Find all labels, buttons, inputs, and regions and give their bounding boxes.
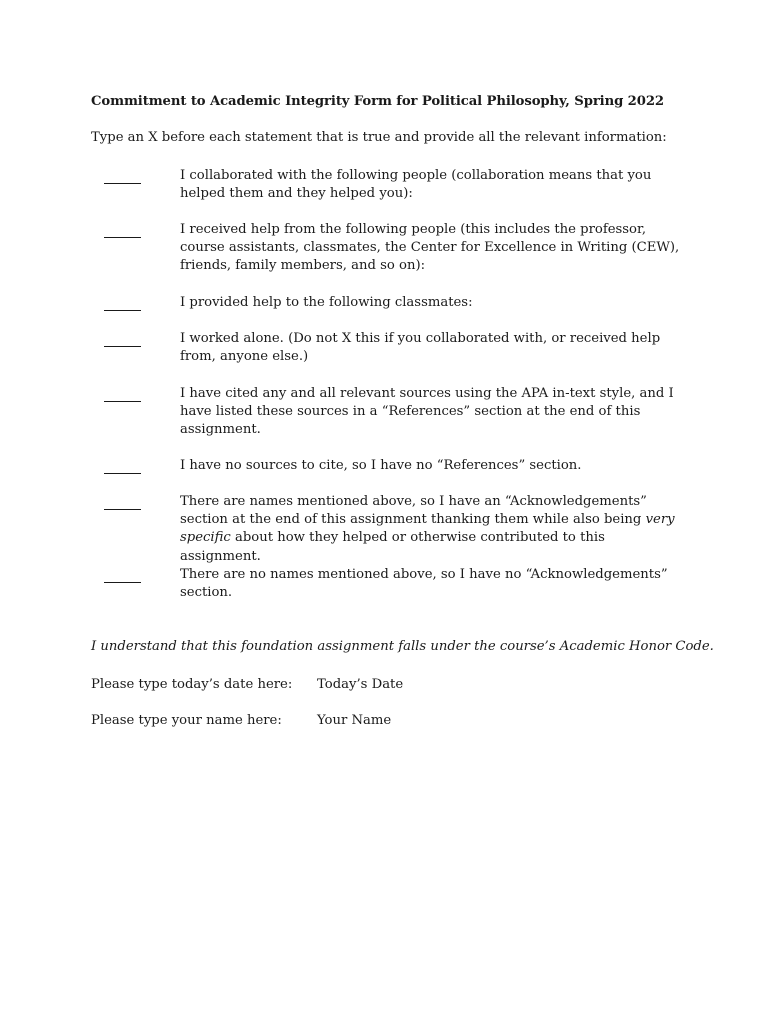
statement-3: I provided help to the following classmates:: [180, 295, 473, 310]
form-title: Commitment to Academic Integrity Form for Political Philosophy, Spring 2022: [91, 94, 664, 109]
checkbox-blank-4[interactable]: [104, 346, 141, 347]
statement-4: I worked alone. (Do not X this if you collaborated with, or received help from, anyone else.): [180, 331, 661, 365]
checkbox-blank-1[interactable]: [104, 183, 141, 184]
name-label: Please type your name here:: [91, 713, 282, 728]
name-field[interactable]: Your Name: [317, 713, 392, 728]
statement-2: I received help from the following people (this includes the professor, course assistants, classmates, the Center for Excellence in Writing (CEW), friends, family members, and so on):: [180, 222, 680, 274]
statement-1: I collaborated with the following people (collaboration means that you helped them and they helped you):: [180, 168, 652, 202]
checkbox-blank-5[interactable]: [104, 401, 141, 402]
honor-code-statement: I understand that this foundation assignment falls under the course’s Academic Honor Code.: [91, 639, 714, 654]
checkbox-blank-2[interactable]: [104, 237, 141, 238]
statement-8: There are no names mentioned above, so I have no “Acknowledgements” section.: [180, 567, 668, 601]
checkbox-blank-8[interactable]: [104, 582, 141, 583]
statement-7-text-after: about how they helped or otherwise contributed to this assignment.: [180, 530, 605, 564]
statement-7-text-before: There are names mentioned above, so I have an “Acknowledgements” section at the end of this assignment thanking them while also being: [180, 494, 647, 528]
checkbox-blank-3[interactable]: [104, 310, 141, 311]
statement-7: [180, 493, 685, 566]
form-instructions: Type an X before each statement that is true and provide all the relevant information:: [91, 130, 667, 145]
checkbox-blank-6[interactable]: [104, 473, 141, 474]
statement-5: I have cited any and all relevant sources using the APA in-text style, and I have listed these sources in a “References” section at the end of this assignment.: [180, 386, 674, 438]
checkbox-blank-7[interactable]: [104, 509, 141, 510]
date-field[interactable]: Today’s Date: [317, 677, 404, 692]
date-label: Please type today’s date here:: [91, 677, 293, 692]
statement-7-emphasis: very specific: [180, 512, 675, 546]
statement-6: I have no sources to cite, so I have no “References” section.: [180, 458, 582, 473]
